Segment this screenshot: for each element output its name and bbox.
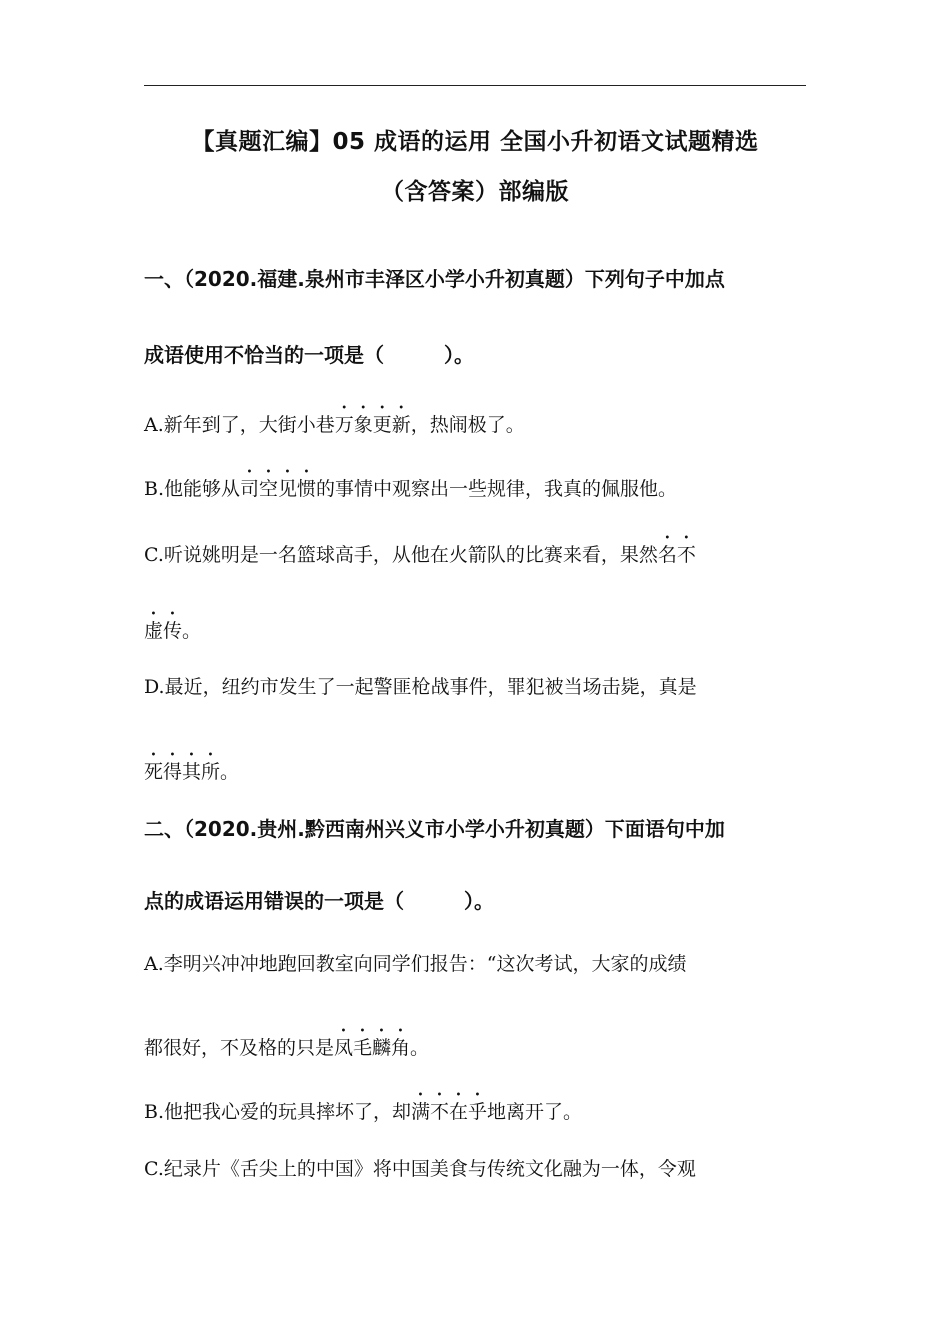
dotted-idiom: 满不在乎 <box>411 1101 488 1123</box>
question-1-option-c-line-1 <box>144 533 806 569</box>
document-title-line-2: （含答案）部编版 <box>381 179 569 205</box>
question-1-option-a <box>144 403 806 439</box>
document-title-line-1: 【真题汇编】05 成语的运用 全国小升初语文试题精选 <box>191 129 759 155</box>
dotted-idiom: 虚传 <box>144 620 183 642</box>
question-1-option-c-line-2 <box>144 609 806 645</box>
question-1-option-d-line-1: D.最近，纽约市发生了一起警匪枪战事件，罪犯被当场击毙，真是 <box>144 676 697 698</box>
option-text: B.他能够从 <box>144 478 241 500</box>
question-1-option-d-line-2 <box>144 750 806 786</box>
dotted-idiom: 凤毛麟角 <box>334 1037 411 1059</box>
dotted-idiom: 死得其所 <box>144 761 221 783</box>
option-text: B.他把我心爱的玩具摔坏了，却 <box>144 1101 412 1123</box>
option-text: 。 <box>182 620 202 642</box>
header-rule <box>144 85 806 86</box>
dotted-idiom: 司空见惯 <box>240 478 317 500</box>
question-1-option-b <box>144 467 806 503</box>
option-text: 。 <box>410 1037 430 1059</box>
question-1-stem-line-2: 成语使用不恰当的一项是（ ）。 <box>144 343 474 367</box>
question-2-option-a-line-1: A.李明兴冲冲地跑回教室向同学们报告：“这次考试，大家的成绩 <box>144 953 687 975</box>
question-2-stem-line-2: 点的成语运用错误的一项是（ ）。 <box>144 889 494 913</box>
question-2-option-b <box>144 1090 806 1126</box>
question-2-option-a-line-2 <box>144 1026 806 1062</box>
option-text: 地离开了。 <box>487 1101 583 1123</box>
dotted-idiom: 名不 <box>657 544 696 566</box>
option-text: 的事情中观察出一些规律，我真的佩服他。 <box>316 478 678 500</box>
option-text: 都很好，不及格的只是 <box>144 1037 335 1059</box>
option-text: 。 <box>220 761 240 783</box>
dotted-idiom: 万象更新 <box>334 414 411 436</box>
question-2-stem-line-1: 二、（2020.贵州.黔西南州兴义市小学小升初真题）下面语句中加 <box>144 817 725 841</box>
option-text: A.新年到了，大街小巷 <box>144 414 335 436</box>
option-text: C.听说姚明是一名篮球高手，从他在火箭队的比赛来看，果然 <box>144 544 658 566</box>
option-text: ，热闹极了。 <box>410 414 525 436</box>
question-2-option-c-line-1: C.纪录片《舌尖上的中国》将中国美食与传统文化融为一体，令观 <box>144 1158 696 1180</box>
question-1-stem-line-1: 一、（2020.福建.泉州市丰泽区小学小升初真题）下列句子中加点 <box>144 267 725 291</box>
